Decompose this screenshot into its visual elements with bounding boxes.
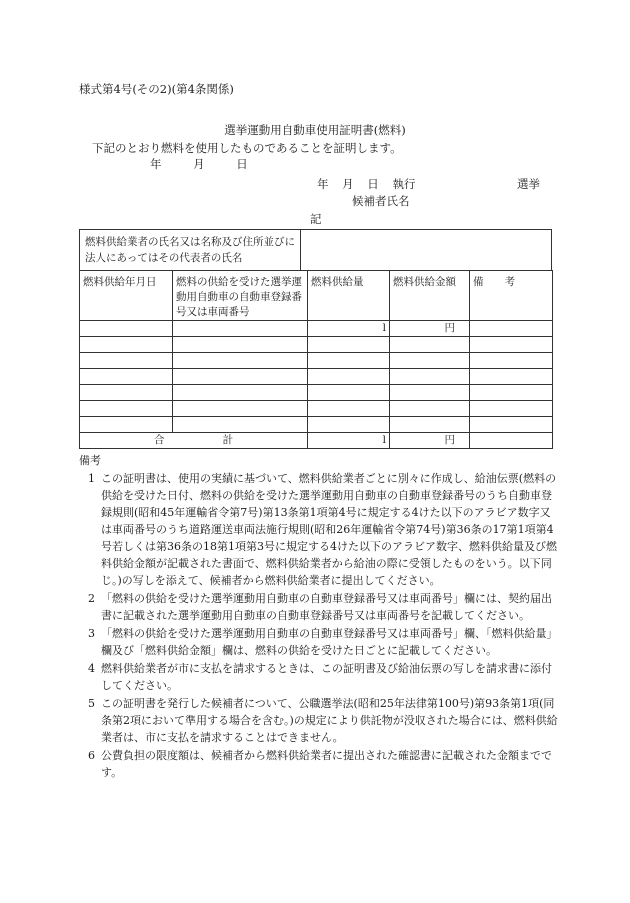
table-total-row (80, 433, 553, 449)
cell-date (80, 321, 173, 337)
supplier-box (79, 229, 552, 271)
header-fuel-amount: 燃料供給金額 (390, 271, 470, 321)
table-row (80, 369, 553, 385)
total-amount: 円 (390, 433, 470, 449)
cell-vehicle (173, 353, 308, 369)
cell-remarks (470, 337, 553, 353)
cell-quantity (308, 337, 390, 353)
note-text: この証明書は、使用の実績に基づいて、燃料供給業者ごとに別々に作成し、給油伝票(燃料の供給を受けた日付、燃料の供給を受けた選挙運動用自動車の自動車登録番号のうち自動車登録規則(昭和45年運輸省令第7号)第13条第1項第4号に規定する4けた以下のアラビア数字又は車両番号のうち道路運送車両法施行規則(昭和26年運輸省令第74号)第36条の17第1項第4号若しくは第36条の18第1項第3号に規定する4けた以下のアラビア数字、燃料供給量及び燃料供給金額が記載された書面で、燃料供給業者から給油の際に受領したものをいう。以下同じ。)の写しを添えて、候補者から燃料供給業者に提出してください。 (101, 472, 557, 587)
total-remarks (470, 433, 553, 449)
note-text: 「燃料の供給を受けた選挙運動用自動車の自動車登録番号又は車両番号」欄、「燃料供給量」欄及び「燃料供給金額」欄は、燃料の供給を受けた日ごとに記載してください。 (101, 627, 558, 657)
cell-vehicle (173, 369, 308, 385)
cell-amount (390, 337, 470, 353)
cell-remarks (470, 385, 553, 401)
note-text: 「燃料の供給を受けた選挙運動用自動車の自動車登録番号又は車両番号」欄には、契約届出書に記載された選挙運動用自動車の自動車登録番号又は車両番号を記載してください。 (101, 592, 552, 622)
cell-amount (390, 401, 470, 417)
cell-remarks (470, 369, 553, 385)
table-row (80, 353, 553, 369)
header-remarks: 備 考 (470, 271, 553, 321)
election-label: 選挙 (517, 177, 540, 191)
table-row (80, 401, 553, 417)
cell-remarks (470, 321, 553, 337)
total-label: 合 計 (80, 433, 308, 449)
table-row (80, 337, 553, 353)
cell-remarks (470, 353, 553, 369)
cell-quantity (308, 401, 390, 417)
supplier-label: 燃料供給業者の氏名又は名称及び住所並びに法人にあってはその代表者の氏名 (80, 230, 301, 270)
note-item (89, 747, 559, 781)
cell-amount: 円 (390, 321, 470, 337)
note-number: 4 (88, 662, 95, 675)
cell-quantity (308, 417, 390, 433)
form-number: 様式第4号(その2)(第4条関係) (79, 82, 234, 96)
cell-amount (390, 385, 470, 401)
cell-amount (390, 369, 470, 385)
ki-marker: 記 (310, 212, 322, 226)
note-item (89, 660, 559, 694)
note-item (89, 470, 559, 589)
header-vehicle-number: 燃料の供給を受けた選挙運動用自動車の自動車登録番号又は車両番号 (173, 271, 308, 321)
cell-date (80, 369, 173, 385)
note-number: 2 (88, 592, 95, 605)
cell-quantity: l (308, 321, 390, 337)
notes-list (89, 470, 559, 782)
cell-date (80, 401, 173, 417)
cell-quantity (308, 369, 390, 385)
cell-remarks (470, 417, 553, 433)
header-fuel-quantity: 燃料供給量 (308, 271, 390, 321)
cell-date (80, 417, 173, 433)
cell-amount (390, 417, 470, 433)
note-item (89, 695, 559, 746)
cell-date (80, 353, 173, 369)
cell-date (80, 337, 173, 353)
document-title: 選挙運動用自動車使用証明書(燃料) (224, 123, 406, 137)
cell-vehicle (173, 401, 308, 417)
cell-date (80, 385, 173, 401)
note-number: 3 (88, 627, 95, 640)
note-number: 5 (88, 697, 95, 710)
table-row (80, 321, 553, 337)
certification-date: 年 月 日 (150, 157, 248, 171)
note-text: この証明書を発行した候補者について、公職選挙法(昭和25年法律第100号)第93条第1項(同条第2項において準用する場合を含む。)の規定により供託物が没収された場合には、燃料供給業者は、市に支払を請求することはできません。 (101, 697, 558, 744)
table-header-row (80, 271, 553, 321)
cell-amount (390, 353, 470, 369)
cell-vehicle (173, 385, 308, 401)
execution-date: 年 月 日 執行 (317, 177, 416, 191)
note-text: 公費負担の限度額は、候補者から燃料供給業者に提出された確認書に記載された金額までです。 (101, 749, 552, 779)
note-item (89, 590, 559, 624)
note-item (89, 625, 559, 659)
total-quantity: l (308, 433, 390, 449)
cell-remarks (470, 401, 553, 417)
cell-quantity (308, 353, 390, 369)
table-row (80, 417, 553, 433)
cell-quantity (308, 385, 390, 401)
candidate-name-label: 候補者氏名 (352, 194, 410, 208)
note-text: 燃料供給業者が市に支払を請求するときは、この証明書及び給油伝票の写しを請求書に添付してください。 (101, 662, 552, 692)
cell-vehicle (173, 417, 308, 433)
fuel-table (79, 270, 553, 449)
notes-heading: 備考 (79, 454, 101, 467)
table-row (80, 385, 553, 401)
note-number: 1 (88, 472, 95, 485)
header-supply-date: 燃料供給年月日 (80, 271, 173, 321)
cell-vehicle (173, 337, 308, 353)
cell-vehicle (173, 321, 308, 337)
intro-statement: 下記のとおり燃料を使用したものであることを証明します。 (92, 141, 402, 155)
note-number: 6 (88, 749, 95, 762)
